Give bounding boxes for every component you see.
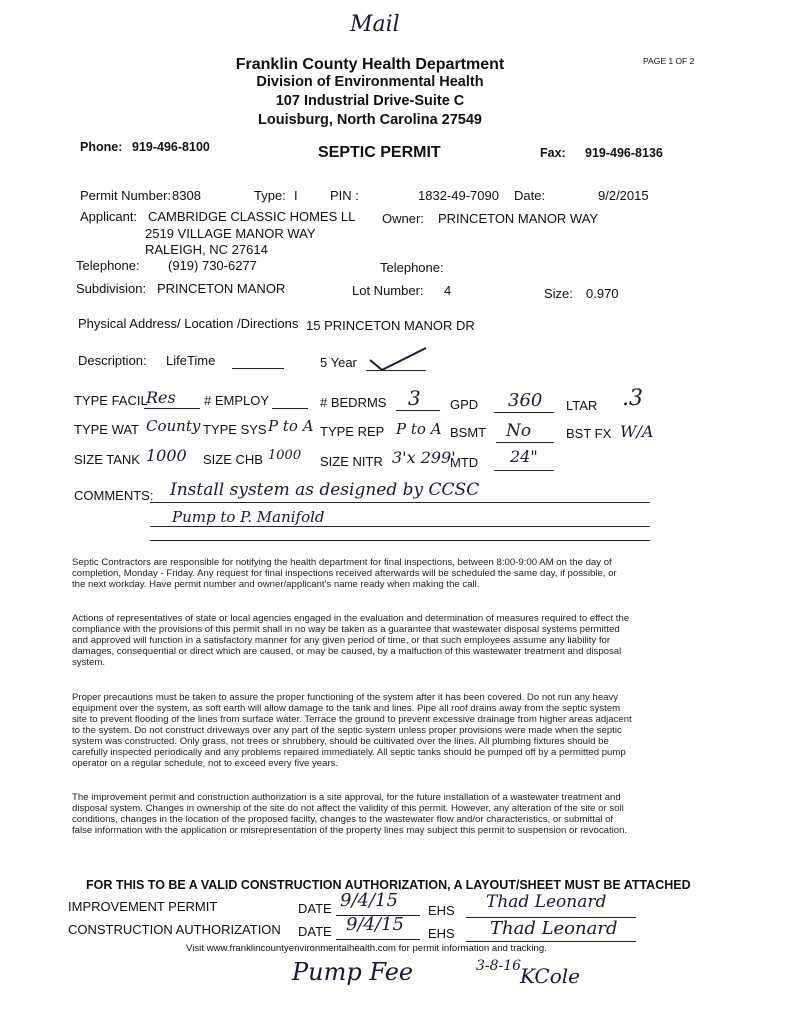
construction-date: 9/4/15 [346, 914, 404, 935]
mtd-line [494, 470, 554, 471]
paragraph-inspections: Septic Contractors are responsible for notifying the health department for final inspections, between 8:00-9:00 AM on the day of completion, Monday - Friday. Any request for final inspections received afterwards will be scheduled the same day, if possible, or the next workday. Have permit number and owner/applicant's name ready when making the call. [72, 557, 617, 590]
lifetime-blank [232, 368, 284, 369]
size-tank-label: SIZE TANK [74, 452, 140, 467]
applicant-label: Applicant: [80, 209, 138, 224]
type-wat-value: County [146, 417, 201, 435]
comments-line1: Install system as designed by CCSC [170, 480, 480, 500]
fax-label: Fax: [540, 146, 566, 160]
construction-authorization-label: CONSTRUCTION AUTHORIZATION [68, 922, 281, 937]
size-nitr-label: SIZE NITR [320, 454, 383, 469]
date-label: Date: [514, 188, 546, 203]
type-value: I [294, 188, 298, 203]
org-name: Franklin County Health Department [235, 56, 505, 73]
applicant-telephone: (919) 730-6277 [168, 258, 257, 273]
size-tank-value: 1000 [146, 446, 187, 465]
gpd-line [494, 412, 554, 413]
comments-rule1 [150, 502, 650, 503]
bedrms-line [396, 410, 440, 411]
type-facil-line [144, 408, 200, 409]
construction-date-label: DATE [298, 924, 332, 939]
type-label: Type: [254, 188, 286, 203]
owner-telephone-label: Telephone: [380, 260, 444, 275]
comments-rule3 [150, 540, 650, 541]
description-label: Description: [78, 353, 147, 368]
gpd-value: 360 [508, 390, 543, 411]
lot-label: Lot Number: [352, 283, 424, 298]
applicant-street: 2519 VILLAGE MANOR WAY [145, 226, 316, 241]
bsmt-line [496, 442, 554, 443]
owner-name: PRINCETON MANOR WAY [438, 211, 599, 226]
gpd-label: GPD [450, 397, 479, 412]
improvement-signature: Thad Leonard [486, 892, 607, 912]
comments-rule2 [150, 526, 650, 527]
applicant-name: CAMBRIDGE CLASSIC HOMES LL [148, 209, 356, 224]
address-line2: Louisburg, North Carolina 27549 [258, 112, 482, 128]
paragraph-precautions: Proper precautions must be taken to assure the proper functioning of the system after it has been covered. Do not run any heavy equipment over the system, as soft earth will allow damage to the tank and lines. Pipe all roof drains away from the septic system site to prevent flooding of the lines from surface water. Terrace the ground to prevent excessive drainage from higher areas adjacent to the system. Do not construct driveways over any part of the septic system unless proper provisions were made when the septic system was constructed. Only grass, not trees or shrubbery, should be cultivated over the lines. All plumbing fixtures should be carefully inspected periodically and any problems repaired immediately. All septic tanks should be pumped off by a permitted pump operator on a regular schedule, not to exceed every five years. [72, 692, 632, 769]
type-rep-label: TYPE REP [320, 424, 385, 439]
improvement-permit-label: IMPROVEMENT PERMIT [68, 899, 218, 914]
ltar-value: .3 [622, 386, 643, 411]
improvement-date: 9/4/15 [340, 890, 398, 911]
bst-fx-value: W/A [620, 422, 654, 441]
five-year-label: 5 Year [320, 355, 357, 370]
improvement-date-label: DATE [298, 901, 332, 916]
website-note: Visit www.franklincountyenvironmentalhealth.com for permit information and tracking. [186, 943, 547, 954]
size-nitr-value: 3'x 299' [392, 448, 456, 467]
type-sys-label: TYPE SYS [203, 422, 267, 437]
construction-signature: Thad Leonard [490, 918, 618, 939]
type-facil-label: TYPE FACIL [74, 393, 148, 408]
paragraph-liability: Actions of representatives of state or local agencies engaged in the evaluation and determination of measures required to effect the compliance with the provisions of this permit shall in no way be taken as a guarantee that wastewater disposal systems permitted and approved will function in a satisfactory manner for any given period of time, or that such employees assume any liability for damages, consequential or direct which are caused, or may be caused, by a malfuction of this wastewater treatment and disposal system. [72, 613, 630, 668]
type-facil-value: Res [146, 388, 176, 407]
mtd-label: MTD [450, 455, 479, 470]
handwritten-mail-note: Mail [350, 12, 400, 37]
fax-number: 919-496-8136 [585, 146, 663, 160]
type-rep-value: P to A [396, 420, 442, 438]
applicant-city: RALEIGH, NC 27614 [145, 242, 268, 257]
construction-sig-line [466, 941, 636, 942]
type-sys-value: P to A [268, 417, 314, 435]
size-chb-label: SIZE CHB [203, 452, 263, 467]
comments-label: COMMENTS: [74, 488, 154, 503]
bedrms-value: 3 [408, 386, 421, 410]
size-label: Size: [544, 286, 573, 301]
lot-value: 4 [444, 283, 452, 298]
ltar-label: LTAR [566, 398, 598, 413]
document-title: SEPTIC PERMIT [318, 144, 441, 161]
bst-fx-label: BST FX [566, 426, 612, 441]
improvement-ehs-label: EHS [428, 903, 455, 918]
pump-fee-note: Pump Fee [292, 958, 414, 986]
checkmark-icon [368, 346, 428, 372]
paragraph-authorization: The improvement permit and construction authorization is a site approval, for the future installation of a wastewater treatment and disposal system. Changes in ownership of the site do not affect the validity of this permit. However, any alteration of the site or soil conditions, changes in the location of the proposed facilty, changes to the wastewater flow and/or characteristics, or submittal of false information with the application or misrepresentation of the property lines may subject this permit to suspension or revocation. [72, 792, 628, 836]
lifetime-label: LifeTime [166, 353, 216, 368]
physical-address: 15 PRINCETON MANOR DR [306, 318, 475, 333]
construction-date-line [336, 939, 420, 940]
comments-line2: Pump to P. Manifold [172, 508, 325, 526]
phone-number: 919-496-8100 [132, 140, 210, 154]
scan-edge [0, 0, 18, 1024]
phone-label: Phone: [80, 140, 123, 154]
permit-number: 8308 [172, 188, 201, 203]
bedrms-label: # BEDRMS [320, 395, 387, 410]
date-value: 9/2/2015 [598, 188, 649, 203]
valid-construction-notice: FOR THIS TO BE A VALID CONSTRUCTION AUTHORIZATION, A LAYOUT/SHEET MUST BE ATTACHED [86, 878, 691, 892]
pump-fee-date: 3-8-16 [476, 958, 522, 974]
pump-fee-initials: KCole [520, 964, 580, 988]
bsmt-value: No [506, 421, 532, 441]
construction-ehs-label: EHS [428, 926, 455, 941]
subdivision-value: PRINCETON MANOR [157, 281, 286, 296]
owner-label: Owner: [382, 211, 424, 226]
employ-label: # EMPLOY [204, 393, 270, 408]
pin-value: 1832-49-7090 [418, 188, 499, 203]
address-line1: 107 Industrial Drive-Suite C [275, 93, 465, 109]
subdivision-label: Subdivision: [76, 281, 147, 296]
physical-address-label: Physical Address/ Location /Directions [78, 316, 299, 331]
applicant-telephone-label: Telephone: [76, 258, 140, 273]
type-wat-label: TYPE WAT [74, 422, 139, 437]
pin-label: PIN : [330, 188, 359, 203]
size-value: 0.970 [586, 286, 619, 301]
size-chb-value: 1000 [268, 448, 302, 463]
page-number: PAGE 1 OF 2 [643, 56, 695, 66]
mtd-value: 24" [510, 447, 538, 466]
bsmt-label: BSMT [450, 425, 487, 440]
permit-number-label: Permit Number: [80, 188, 172, 203]
employ-line [272, 408, 308, 409]
division-name: Division of Environmental Health [256, 74, 484, 90]
